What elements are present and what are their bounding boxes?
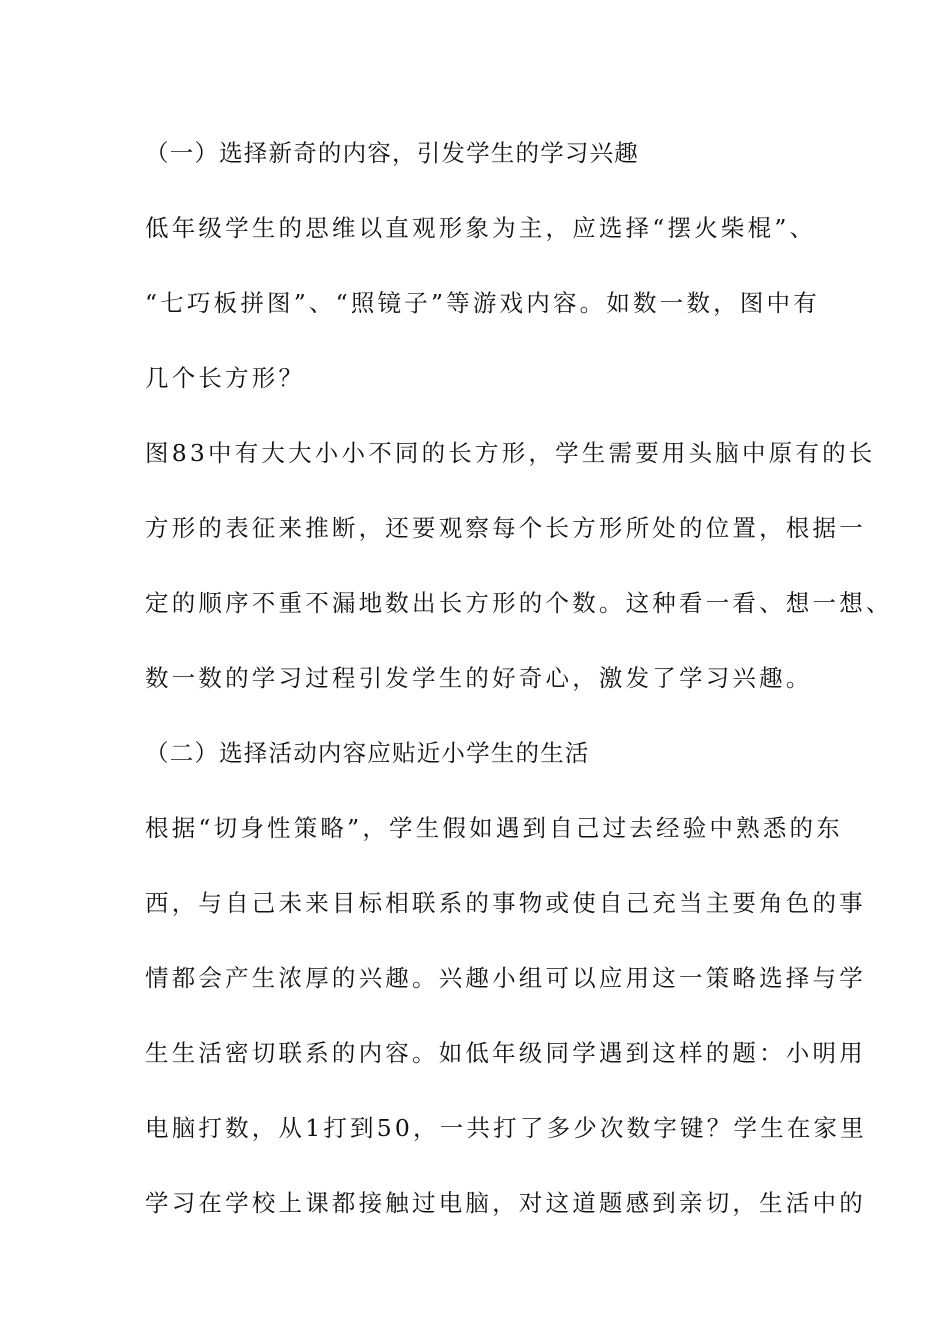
- paragraph-line: 图83中有大大小小不同的长方形，学生需要用头脑中原有的长: [145, 439, 876, 467]
- paragraph-line: “七巧板拼图”、“照镜子”等游戏内容。如数一数，图中有: [145, 289, 820, 317]
- section-heading-2: （二）选择活动内容应贴近小学生的生活: [145, 739, 590, 767]
- paragraph-line: 定的顺序不重不漏地数出长方形的个数。这种看一看、想一想、: [145, 589, 893, 617]
- paragraph-line: 几个长方形？: [145, 364, 306, 392]
- paragraph-line: 电脑打数，从1打到50，一共打了多少次数字键？学生在家里: [145, 1114, 867, 1142]
- paragraph-line: 西，与自己未来目标相联系的事物或使自己充当主要角色的事: [145, 889, 866, 917]
- paragraph-line: 学习在学校上课都接触过电脑，对这道题感到亲切，生活中的: [145, 1189, 866, 1217]
- paragraph-line: 生生活密切联系的内容。如低年级同学遇到这样的题：小明用: [145, 1039, 866, 1067]
- paragraph-line: 低年级学生的思维以直观形象为主，应选择“摆火柴棍”、: [145, 214, 817, 242]
- paragraph-line: 情都会产生浓厚的兴趣。兴趣小组可以应用这一策略选择与学: [145, 964, 866, 992]
- paragraph-line: 方形的表征来推断，还要观察每个长方形所处的位置，根据一: [145, 514, 866, 542]
- paragraph-line: 根据“切身性策略”，学生假如遇到自己过去经验中熟悉的东: [145, 814, 843, 842]
- paragraph-line: 数一数的学习过程引发学生的好奇心，激发了学习兴趣。: [145, 664, 813, 692]
- section-heading-1: （一）选择新奇的内容，引发学生的学习兴趣: [145, 139, 639, 167]
